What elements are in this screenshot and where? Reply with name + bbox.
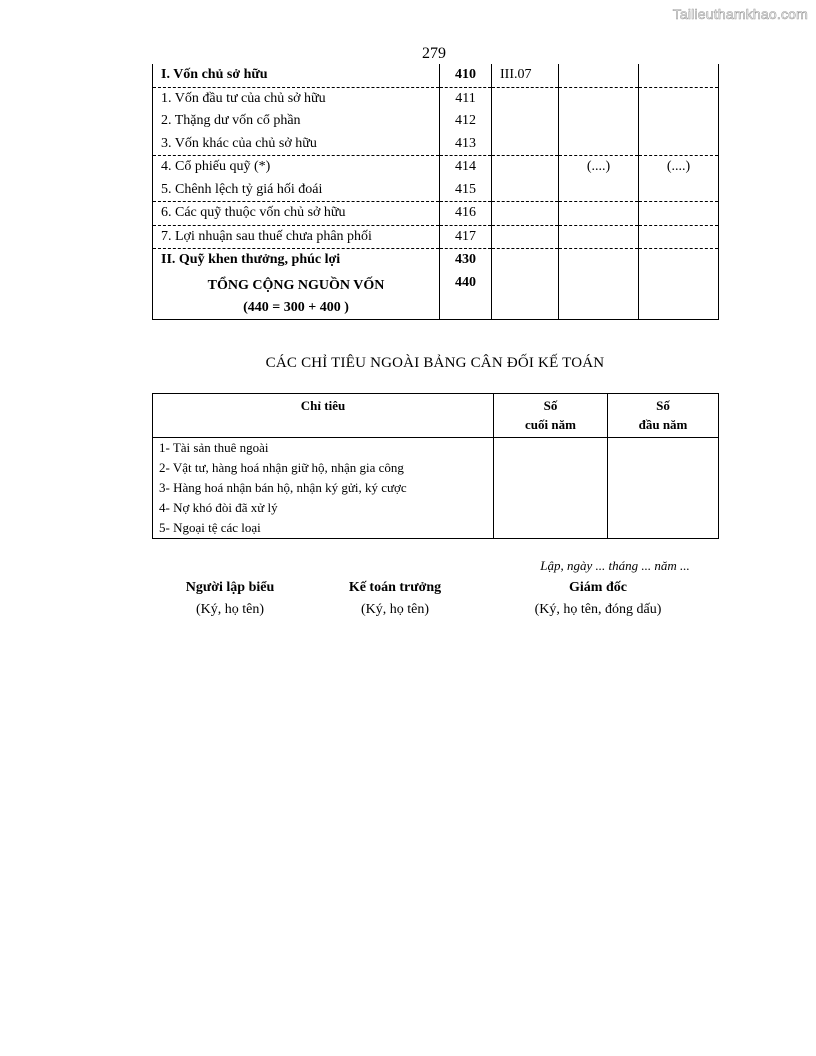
balance-cell-begin bbox=[639, 133, 719, 156]
balance-row bbox=[153, 202, 719, 226]
balance-cell-code: 411 bbox=[440, 87, 492, 110]
balance-cell-begin bbox=[639, 87, 719, 110]
balance-cell-begin: (....) bbox=[639, 156, 719, 179]
balance-cell-code: 414 bbox=[440, 156, 492, 179]
director-signature bbox=[516, 578, 680, 622]
balance-row bbox=[153, 225, 719, 249]
balance-sheet-table bbox=[152, 64, 719, 320]
balance-cell-end bbox=[559, 179, 639, 202]
director-note: (Ký, họ tên, đóng dấu) bbox=[534, 602, 662, 617]
off-balance-end-cell bbox=[494, 478, 608, 498]
balance-row bbox=[153, 64, 719, 87]
total-code: 440 bbox=[440, 272, 492, 320]
balance-cell-name: 3. Vốn khác của chủ sở hữu bbox=[153, 133, 440, 156]
balance-cell-note bbox=[492, 225, 559, 249]
header-end-line1: Số bbox=[543, 398, 558, 413]
header-begin-year bbox=[608, 394, 719, 438]
off-balance-row bbox=[153, 458, 719, 478]
off-balance-item: 2- Vật tư, hàng hoá nhận giữ hộ, nhận gia công bbox=[153, 458, 494, 478]
director-role: Giám đốc bbox=[569, 580, 627, 595]
balance-cell-end bbox=[559, 110, 639, 133]
preparer-role: Người lập biểu bbox=[185, 580, 275, 595]
off-balance-row bbox=[153, 478, 719, 498]
off-balance-title: CÁC CHỈ TIÊU NGOÀI BẢNG CÂN ĐỐI KẾ TOÁN bbox=[265, 355, 605, 371]
chief-accountant-role: Kế toán trưởng bbox=[348, 580, 442, 595]
balance-row bbox=[153, 156, 719, 179]
balance-cell-name: II. Quỹ khen thưởng, phúc lợi bbox=[153, 249, 440, 272]
off-balance-begin-cell bbox=[608, 498, 719, 518]
balance-cell-begin bbox=[639, 110, 719, 133]
balance-cell-begin bbox=[639, 179, 719, 202]
total-empty-cell bbox=[492, 272, 559, 320]
balance-cell-code: 413 bbox=[440, 133, 492, 156]
balance-cell-code: 415 bbox=[440, 179, 492, 202]
balance-cell-note bbox=[492, 156, 559, 179]
off-balance-end-cell bbox=[494, 458, 608, 478]
balance-row bbox=[153, 87, 719, 110]
balance-cell-name: 4. Cổ phiếu quỹ (*) bbox=[153, 156, 440, 179]
balance-row bbox=[153, 110, 719, 133]
off-balance-begin-cell bbox=[608, 438, 719, 459]
balance-total-row bbox=[153, 272, 719, 320]
preparer-note: (Ký, họ tên) bbox=[195, 602, 265, 617]
balance-row bbox=[153, 179, 719, 202]
balance-cell-begin bbox=[639, 64, 719, 87]
balance-cell-note bbox=[492, 179, 559, 202]
balance-cell-begin bbox=[639, 202, 719, 226]
balance-cell-name: 6. Các quỹ thuộc vốn chủ sở hữu bbox=[153, 202, 440, 226]
total-empty-cell bbox=[559, 272, 639, 320]
balance-cell-name: 2. Thặng dư vốn cổ phần bbox=[153, 110, 440, 133]
chief-accountant-note: (Ký, họ tên) bbox=[360, 602, 430, 617]
off-balance-begin-cell bbox=[608, 478, 719, 498]
balance-cell-end bbox=[559, 64, 639, 87]
balance-cell-note: III.07 bbox=[492, 64, 559, 87]
balance-cell-code: 410 bbox=[440, 64, 492, 87]
off-balance-row bbox=[153, 498, 719, 518]
off-balance-end-cell bbox=[494, 438, 608, 459]
total-empty-cell bbox=[639, 272, 719, 320]
header-begin-line2: đầu năm bbox=[638, 417, 688, 432]
balance-cell-end bbox=[559, 202, 639, 226]
header-end-line2: cuối năm bbox=[525, 417, 576, 432]
balance-cell-end: (....) bbox=[559, 156, 639, 179]
balance-cell-name: 5. Chênh lệch tỷ giá hối đoái bbox=[153, 179, 440, 202]
balance-cell-note bbox=[492, 202, 559, 226]
balance-cell-name: 1. Vốn đầu tư của chủ sở hữu bbox=[153, 87, 440, 110]
balance-cell-end bbox=[559, 249, 639, 272]
off-balance-row bbox=[153, 438, 719, 459]
off-balance-item: 4- Nợ khó đòi đã xử lý bbox=[153, 498, 494, 518]
balance-cell-name: 7. Lợi nhuận sau thuế chưa phân phối bbox=[153, 225, 440, 249]
off-balance-item: 1- Tài sản thuê ngoài bbox=[153, 438, 494, 459]
balance-cell-end bbox=[559, 225, 639, 249]
page-number: 279 bbox=[422, 45, 446, 62]
balance-cell-end bbox=[559, 133, 639, 156]
off-balance-end-cell bbox=[494, 498, 608, 518]
off-balance-end-cell bbox=[494, 518, 608, 539]
header-end-year bbox=[494, 394, 608, 438]
balance-cell-note bbox=[492, 110, 559, 133]
balance-cell-note bbox=[492, 249, 559, 272]
balance-cell-code: 417 bbox=[440, 225, 492, 249]
off-balance-begin-cell bbox=[608, 458, 719, 478]
preparer-signature bbox=[170, 578, 290, 622]
off-balance-item: 5- Ngoại tệ các loại bbox=[153, 518, 494, 539]
balance-cell-note bbox=[492, 133, 559, 156]
off-balance-begin-cell bbox=[608, 518, 719, 539]
balance-row bbox=[153, 249, 719, 272]
balance-cell-code: 412 bbox=[440, 110, 492, 133]
off-balance-header-row bbox=[153, 394, 719, 438]
header-begin-line1: Số bbox=[656, 398, 670, 413]
total-label-line2: (440 = 300 + 400 ) bbox=[243, 299, 349, 315]
balance-cell-code: 430 bbox=[440, 249, 492, 272]
balance-row bbox=[153, 133, 719, 156]
watermark: Tailieuthamkhao.com bbox=[672, 6, 808, 22]
total-label-line1: TỔNG CỘNG NGUỒN VỐN bbox=[207, 277, 385, 293]
balance-cell-name: I. Vốn chủ sở hữu bbox=[153, 64, 440, 87]
balance-cell-code: 416 bbox=[440, 202, 492, 226]
total-label bbox=[153, 272, 440, 320]
balance-cell-note bbox=[492, 87, 559, 110]
off-balance-item: 3- Hàng hoá nhận bán hộ, nhận ký gửi, ký cược bbox=[153, 478, 494, 498]
balance-cell-end bbox=[559, 87, 639, 110]
off-balance-table bbox=[152, 393, 719, 539]
chief-accountant-signature bbox=[330, 578, 460, 622]
balance-cell-begin bbox=[639, 249, 719, 272]
off-balance-row bbox=[153, 518, 719, 539]
balance-cell-begin bbox=[639, 225, 719, 249]
sign-date-line: Lập, ngày ... tháng ... năm ... bbox=[540, 558, 690, 573]
header-indicator: Chỉ tiêu bbox=[153, 394, 494, 438]
